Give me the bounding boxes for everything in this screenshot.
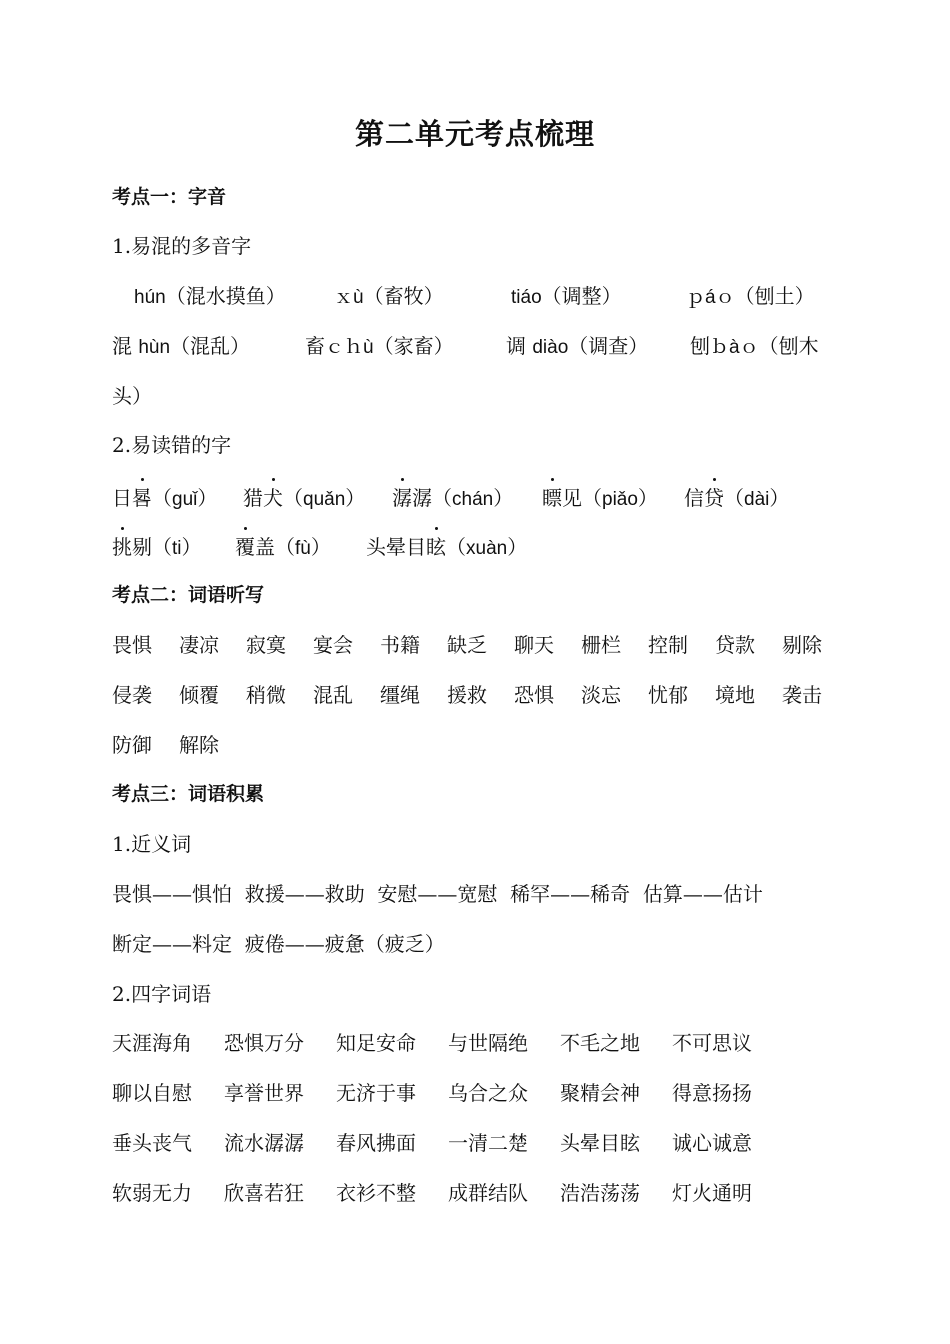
pinyin: diào: [532, 337, 569, 358]
word: 恐惧: [514, 683, 554, 707]
word: 援救: [447, 683, 487, 707]
word: 忧郁: [648, 683, 688, 707]
polyphonic-row-1: [134, 281, 815, 313]
pinyin: guǐ: [172, 489, 198, 510]
word: 畏惧: [112, 633, 152, 657]
idioms-row-2: [112, 1078, 752, 1108]
pinyin: tiáo: [511, 287, 542, 308]
misread-row-1: 日晷（guǐ） 猎犬（quǎn） 潺潺（chán） 瞟见（piǎo） 信贷（dài）: [112, 483, 789, 515]
dictation-row-2: [112, 680, 822, 710]
word: 侵袭: [112, 683, 152, 707]
emphasis-dot: 覆: [235, 532, 255, 562]
pinyin: fù: [295, 538, 311, 559]
idiom: 诚心诚意: [672, 1131, 752, 1155]
idiom: 衣衫不整: [336, 1181, 416, 1205]
pinyin: hùn: [138, 337, 171, 358]
idiom: 恐惧万分: [224, 1031, 304, 1055]
subheading-synonyms: 1.近义词: [112, 832, 192, 856]
polyphonic-row-2: [112, 331, 819, 363]
word: 缰绳: [380, 683, 420, 707]
word: 宴会: [313, 633, 353, 657]
idiom: 一清二楚: [448, 1131, 528, 1155]
synonyms-row-1: 畏惧——惧怕 救援——救助 安慰——宽慰 稀罕——稀奇 估算——估计: [112, 882, 763, 906]
word: 防御: [112, 733, 152, 757]
misread-row-2: 挑剔（ti） 覆盖（fù） 头晕目眩（xuàn）: [112, 532, 527, 564]
example-word: （混乱）: [170, 334, 251, 358]
example-word: （调整）: [541, 284, 622, 308]
pinyin: ｘù: [334, 287, 364, 308]
word: 解除: [179, 733, 219, 757]
example-word: （刨木: [758, 334, 819, 358]
idiom: 聊以自慰: [112, 1081, 192, 1105]
idiom: 灯火通明: [672, 1181, 752, 1205]
emphasis-dot: 挑: [112, 532, 132, 562]
idiom: 成群结队: [448, 1181, 528, 1205]
section-heading-pronunciation: 考点一：字音: [112, 186, 227, 208]
subheading-idioms: 2.四字词语: [112, 982, 212, 1006]
subheading-misread: 2.易读错的字: [112, 433, 232, 457]
idiom: 垂头丧气: [112, 1131, 192, 1155]
idiom: 聚精会神: [560, 1081, 640, 1105]
emphasis-dot: 潺: [392, 483, 412, 513]
pinyin: ti: [172, 538, 182, 559]
polyphonic-wrap: 头）: [112, 384, 152, 408]
section-heading-vocabulary: 考点三：词语积累: [112, 783, 265, 805]
idiom: 头晕目眩: [560, 1131, 640, 1155]
page-title: 第二单元考点梳理: [354, 117, 595, 151]
example-word: （刨土）: [734, 284, 815, 308]
idiom: 无济于事: [336, 1081, 416, 1105]
idiom: 不可思议: [672, 1031, 752, 1055]
idioms-row-1: [112, 1028, 752, 1058]
word: 稍微: [246, 683, 286, 707]
idiom: 乌合之众: [448, 1081, 528, 1105]
subheading-polyphonic: 1.易混的多音字: [112, 234, 252, 258]
idiom: 不毛之地: [560, 1031, 640, 1055]
character: 混: [112, 334, 132, 358]
pinyin: quǎn: [303, 489, 346, 510]
section-heading-dictation: 考点二：词语听写: [112, 584, 265, 606]
pinyin: ｂàｏ: [710, 337, 759, 358]
character: 畜: [305, 334, 325, 358]
pinyin: chán: [452, 489, 494, 510]
idiom: 软弱无力: [112, 1181, 192, 1205]
word: 倾覆: [179, 683, 219, 707]
word: 淡忘: [581, 683, 621, 707]
pinyin: xuàn: [466, 538, 508, 559]
idiom: 享誉世界: [224, 1081, 304, 1105]
idiom: 流水潺潺: [224, 1131, 304, 1155]
word: 控制: [648, 633, 688, 657]
idiom: 春风拂面: [336, 1131, 416, 1155]
idiom: 欣喜若狂: [224, 1181, 304, 1205]
idiom: 得意扬扬: [672, 1081, 752, 1105]
word: 书籍: [380, 633, 420, 657]
word: 剔除: [782, 633, 822, 657]
pinyin: hún: [134, 287, 166, 308]
word: 袭击: [782, 683, 822, 707]
dictation-row-1: [112, 630, 822, 660]
idiom: 知足安命: [336, 1031, 416, 1055]
emphasis-dot: 晷: [132, 483, 152, 513]
idioms-row-4: [112, 1178, 752, 1208]
example-word: （畜牧）: [363, 284, 444, 308]
emphasis-dot: 犬: [263, 483, 283, 513]
idioms-row-3: [112, 1128, 752, 1158]
word: 贷款: [715, 633, 755, 657]
dictation-row-3: [112, 730, 219, 760]
pinyin: ｃｈù: [325, 337, 374, 358]
emphasis-dot: 瞟: [542, 483, 562, 513]
emphasis-dot: 贷: [704, 483, 724, 513]
pinyin: ｐáｏ: [686, 287, 735, 308]
word: 寂寞: [246, 633, 286, 657]
example-word: （混水摸鱼）: [165, 284, 286, 308]
synonyms-row-2: 断定——料定 疲倦——疲惫（疲乏）: [112, 932, 445, 956]
word: 栅栏: [581, 633, 621, 657]
word: 混乱: [313, 683, 353, 707]
example-word: （家畜）: [373, 334, 454, 358]
word: 聊天: [514, 633, 554, 657]
word: 缺乏: [447, 633, 487, 657]
idiom: 浩浩荡荡: [560, 1181, 640, 1205]
character: 调: [506, 334, 526, 358]
word: 凄凉: [179, 633, 219, 657]
emphasis-dot: 眩: [426, 532, 446, 562]
pinyin: dài: [744, 489, 770, 510]
pinyin: piǎo: [602, 489, 638, 510]
character: 刨: [690, 334, 710, 358]
word: 境地: [715, 683, 755, 707]
example-word: （调查）: [568, 334, 649, 358]
idiom: 与世隔绝: [448, 1031, 528, 1055]
idiom: 天涯海角: [112, 1031, 192, 1055]
